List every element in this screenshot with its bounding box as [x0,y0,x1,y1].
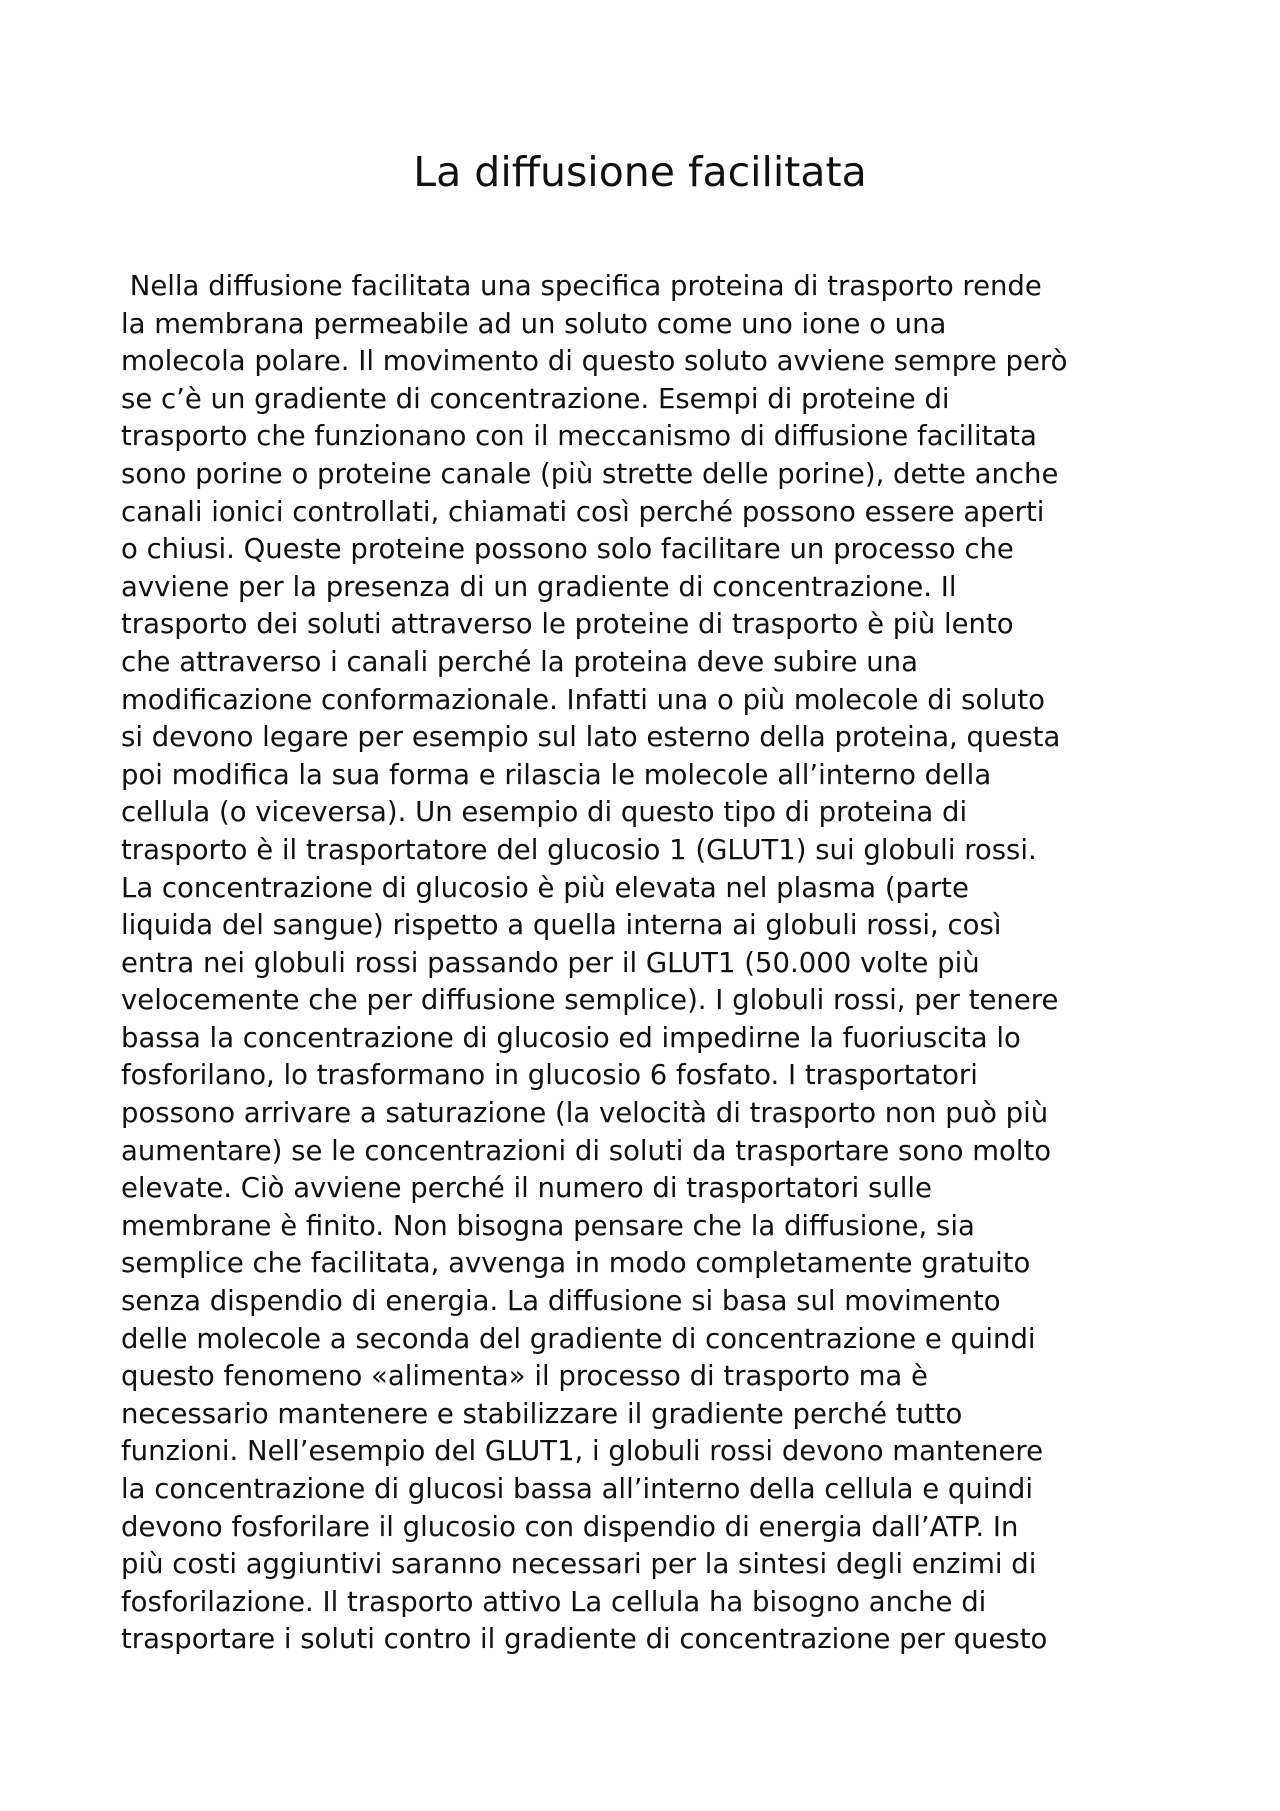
body-text-line: trasporto è il trasportatore del glucosio 1 (GLUT1) sui globuli rossi. [121,833,1037,866]
body-text-line: La concentrazione di glucosio è più elevata nel plasma (parte [121,871,969,904]
body-text-line: trasportare i soluti contro il gradiente di concentrazione per questo [121,1623,1048,1656]
body-text-line: entra nei globuli rossi passando per il GLUT1 (50.000 volte più [121,946,980,979]
body-text-line: semplice che facilitata, avvenga in modo completamente gratuito [121,1247,1031,1280]
body-text-line: necessario mantenere e stabilizzare il gradiente perché tutto [121,1397,963,1430]
body-text-line: se c’è un gradiente di concentrazione. Esempi di proteine di [121,382,950,415]
body-text-line: fosforilano, lo trasformano in glucosio 6 fosfato. I trasportatori [121,1059,978,1092]
body-text-line: questo fenomeno «alimenta» il processo di trasporto ma è [121,1360,928,1393]
body-text-line: poi modifica la sua forma e rilascia le molecole all’interno della [121,758,992,791]
body-text-line: più costi aggiuntivi saranno necessari per la sintesi degli enzimi di [121,1548,1037,1581]
body-text-line: aumentare) se le concentrazioni di soluti da trasportare sono molto [121,1134,1052,1167]
body-text-line: liquida del sangue) rispetto a quella interna ai globuli rossi, così [121,909,1002,942]
body-text-line: si devono legare per esempio sul lato esterno della proteina, questa [121,721,1061,754]
body-text-line: trasporto che funzionano con il meccanismo di diffusione facilitata [121,420,1037,453]
body-text-line: funzioni. Nell’esempio del GLUT1, i globuli rossi devono mantenere [121,1435,1044,1468]
document-body [121,268,1161,1659]
document-title: La diffusione facilitata [413,148,867,196]
body-text-line: cellula (o viceversa). Un esempio di questo tipo di proteina di [121,796,968,829]
body-text-line: velocemente che per diffusione semplice). I globuli rossi, per tenere [121,984,1059,1017]
body-text-line: la membrana permeabile ad un soluto come uno ione o una [121,307,947,340]
body-text-line: elevate. Ciò avviene perché il numero di trasportatori sulle [121,1172,932,1205]
body-text-line: o chiusi. Queste proteine possono solo facilitare un processo che [121,533,1014,566]
body-text-line: avviene per la presenza di un gradiente di concentrazione. Il [121,570,957,603]
body-text-line: trasporto dei soluti attraverso le proteine di trasporto è più lento [121,608,1014,641]
body-text-line: possono arrivare a saturazione (la velocità di trasporto non può più [121,1097,1049,1130]
body-text-line: che attraverso i canali perché la proteina deve subire una [121,645,918,678]
body-text-line: molecola polare. Il movimento di questo soluto avviene sempre però [121,345,1068,378]
body-text-line: fosforilazione. Il trasporto attivo La cellula ha bisogno anche di [121,1585,987,1618]
body-text-line: senza dispendio di energia. La diffusione si basa sul movimento [121,1285,1001,1318]
body-text-line: delle molecole a seconda del gradiente di concentrazione e quindi [121,1322,1036,1355]
body-text-line: devono fosforilare il glucosio con dispendio di energia dall’ATP. In [121,1510,1019,1543]
body-text-line: modificazione conformazionale. Infatti una o più molecole di soluto [121,683,1045,716]
body-text-line: canali ionici controllati, chiamati così perché possono essere aperti [121,495,1045,528]
body-text-line: Nella diffusione facilitata una specifica proteina di trasporto rende [121,270,1042,302]
body-text-line: la concentrazione di glucosi bassa all’interno della cellula e quindi [121,1473,1033,1505]
body-text-line: membrane è finito. Non bisogna pensare che la diffusione, sia [121,1209,975,1242]
body-text-line: sono porine o proteine canale (più strette delle porine), dette anche [121,457,1059,490]
body-text-line: bassa la concentrazione di glucosio ed impedirne la fuoriuscita lo [121,1021,1021,1054]
